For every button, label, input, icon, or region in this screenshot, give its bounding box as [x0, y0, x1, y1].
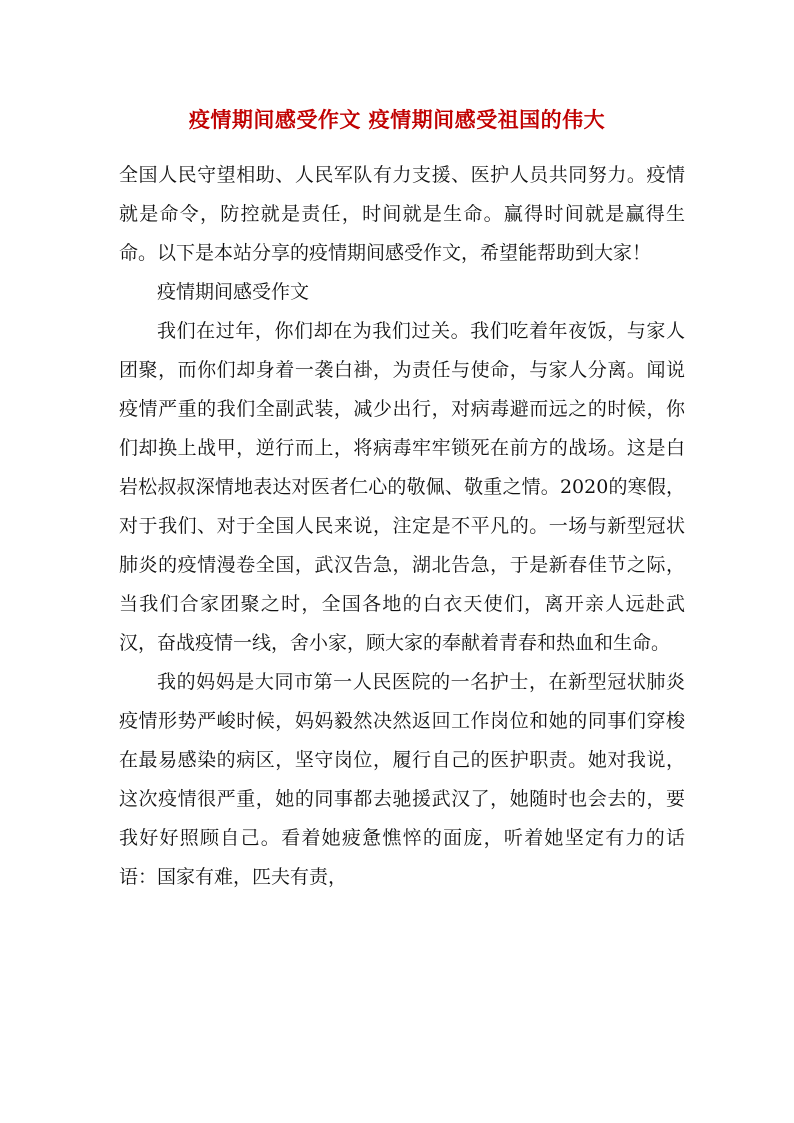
paragraph-subheading: 疫情期间感受作文: [157, 281, 310, 303]
document-title: 疫情期间感受作文 疫情期间感受祖国的伟大: [188, 107, 606, 132]
paragraph-essay-2: 我的妈妈是大同市第一人民医院的一名护士，在新型冠状肺炎疫情形势严峻时候，妈妈毅然决然返回工作岗位和她的同事们穿梭在最易感染的病区，坚守岗位，履行自己的医护职责。她对我说，这次疫情很严重，她的同事都去驰援武汉了，她随时也会去的，要我好好照顾自己。看着她疲惫憔悴的面庞，听着她坚定有力的话语：国家有难，匹夫有责，: [119, 671, 685, 888]
paragraph-intro: 全国人民守望相助、人民军队有力支援、医护人员共同努力。疫情就是命令，防控就是责任，时间就是生命。赢得时间就是赢得生命。以下是本站分享的疫情期间感受作文，希望能帮助到大家！: [119, 164, 685, 264]
paragraph-essay-1: 我们在过年，你们却在为我们过关。我们吃着年夜饭，与家人团聚，而你们却身着一袭白褂，为责任与使命，与家人分离。闻说疫情严重的我们全副武装，减少出行，对病毒避而远之的时候，你们却换上战甲，逆行而上，将病毒牢牢锁死在前方的战场。这是白岩松叔叔深情地表达对医者仁心的敬佩、敬重之情。2020的寒假，对于我们、对于全国人民来说，注定是不平凡的。一场与新型冠状肺炎的疫情漫卷全国，武汉告急，湖北告急，于是新春佳节之际，当我们合家团聚之时，全国各地的白衣天使们，离开亲人远赴武汉，奋战疫情一线，舍小家，顾大家的奉献着青春和热血和生命。: [119, 320, 685, 654]
document-body: [119, 156, 685, 897]
